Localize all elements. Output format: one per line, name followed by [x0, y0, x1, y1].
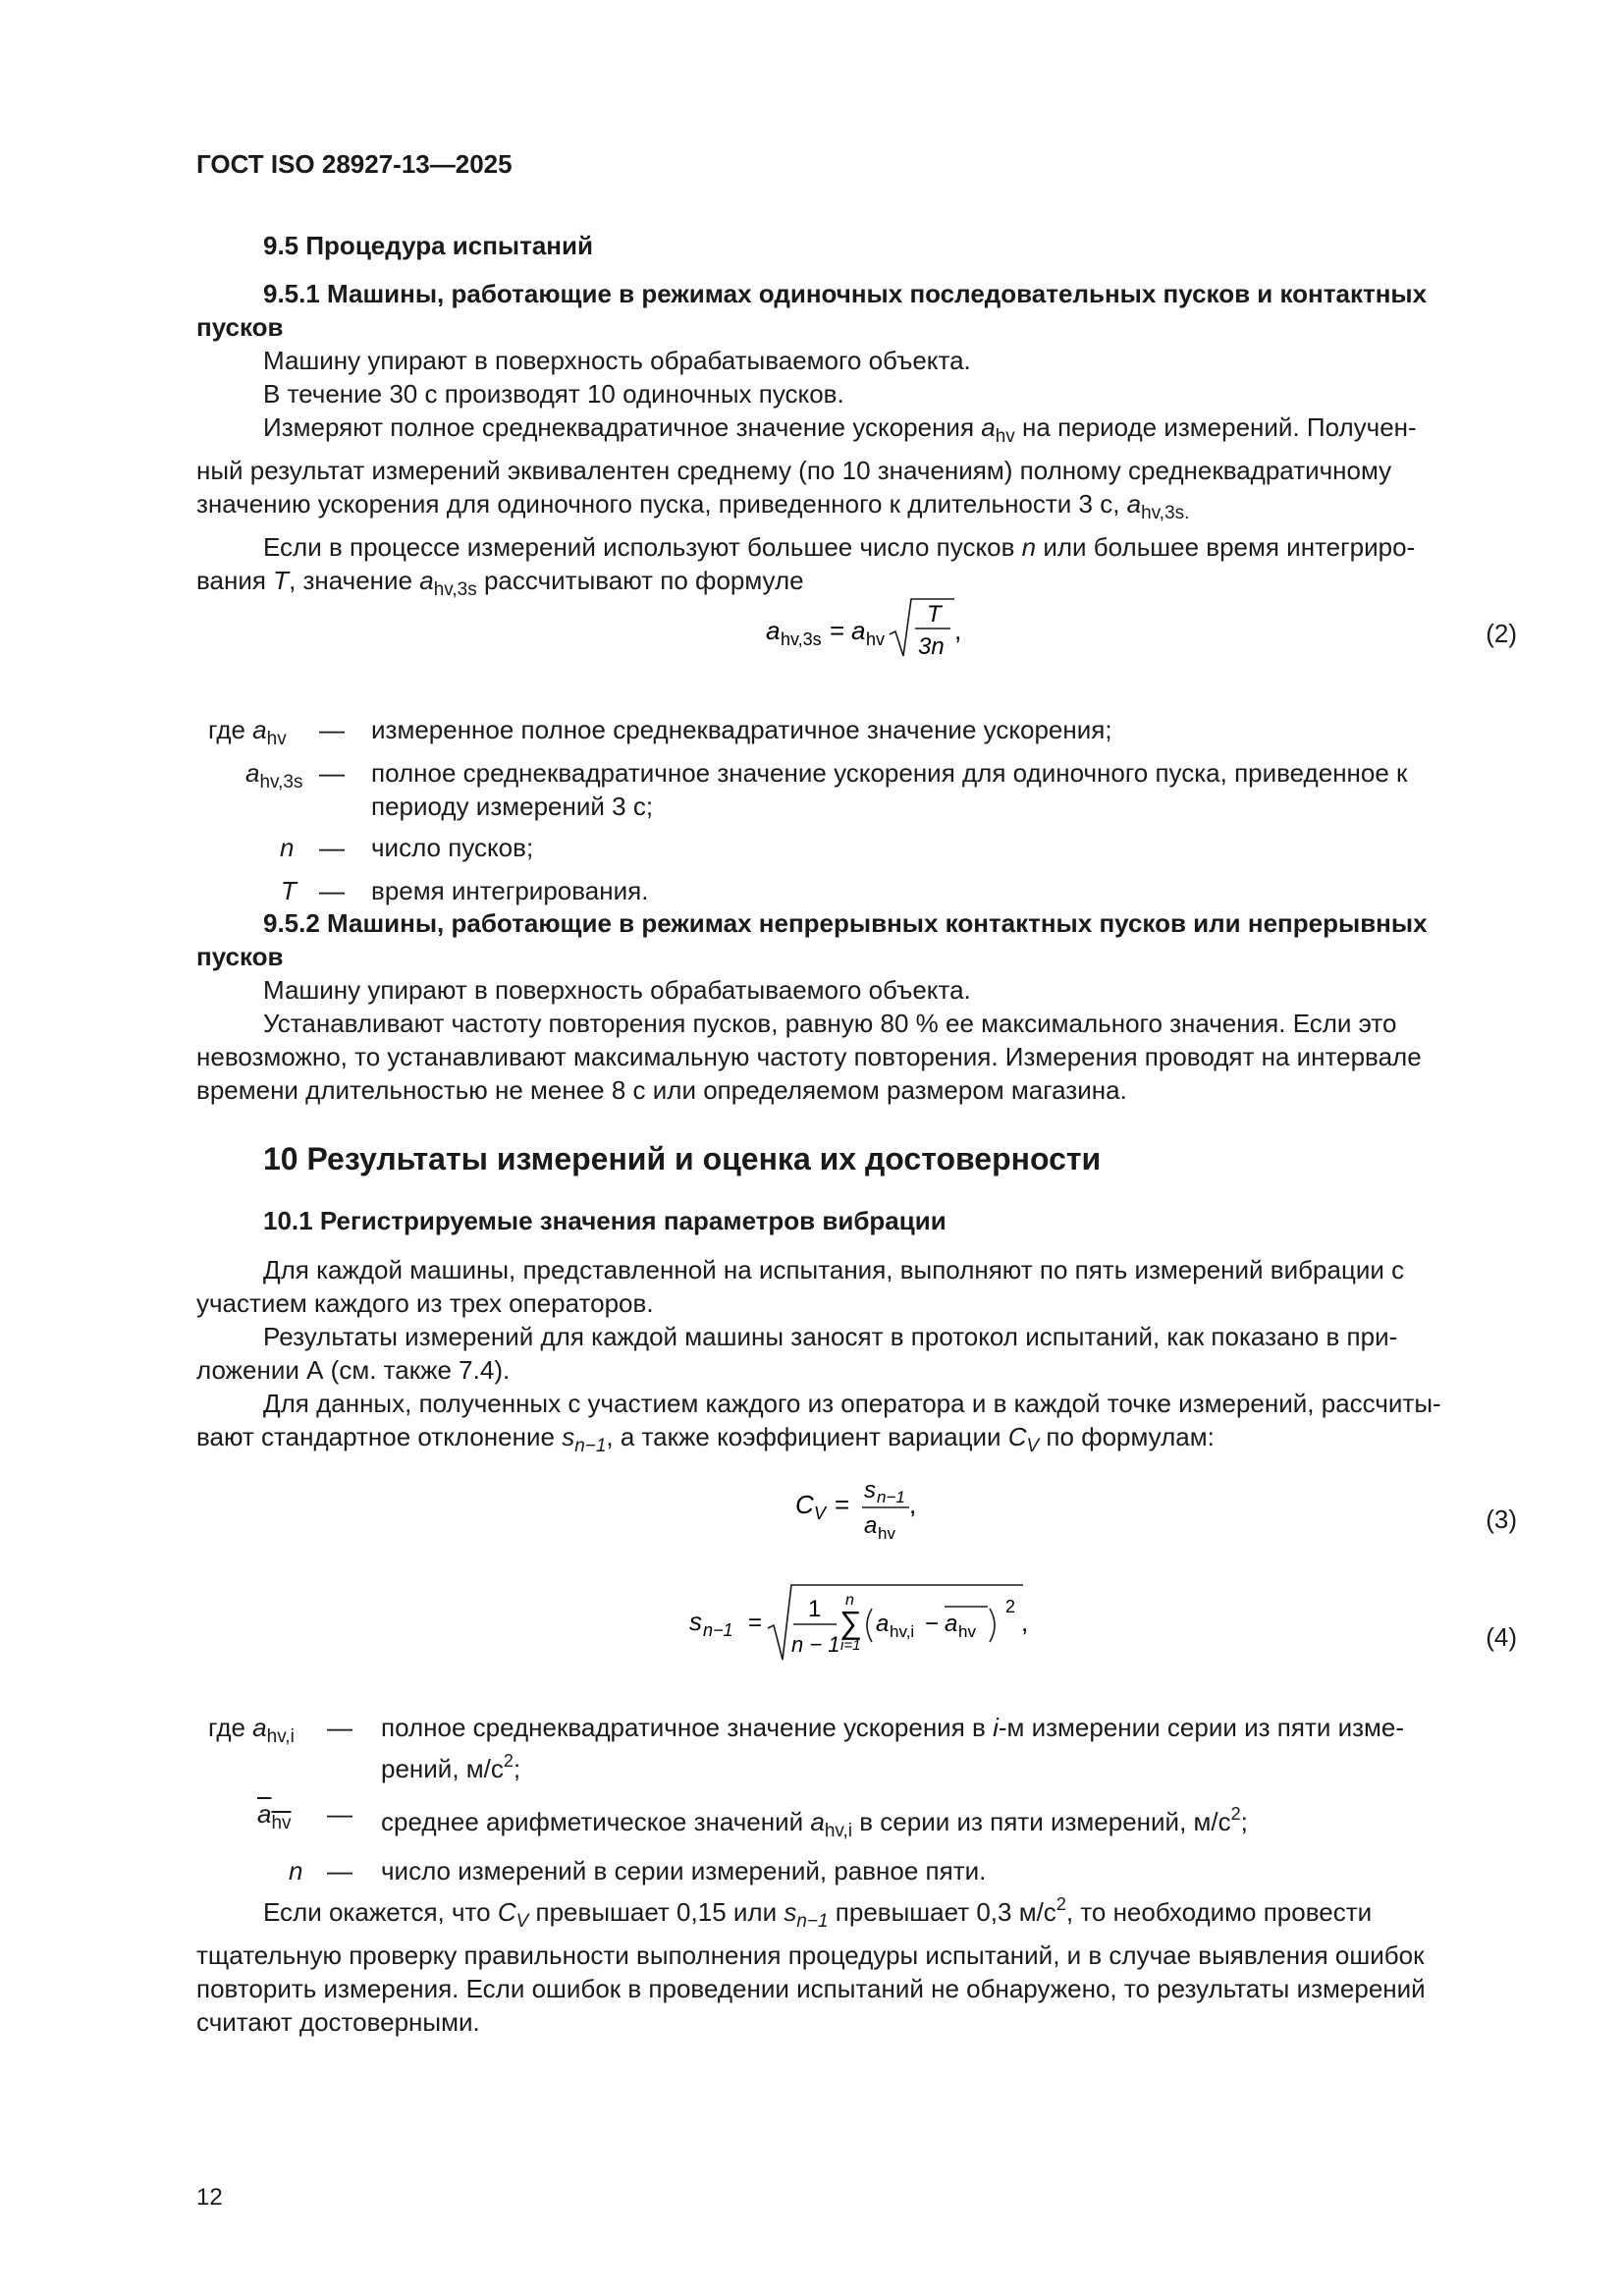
where-dash: — — [319, 715, 345, 744]
paragraph: Если в процессе измерений используют большее число пусков n или большее время интегриро- — [263, 532, 1416, 562]
equation-number-3: (3) — [1486, 1504, 1517, 1534]
svg-text:,: , — [1021, 1608, 1029, 1637]
where2-item-1-symbol: где $a_{hv,i}$ — [208, 1713, 295, 1747]
svg-text:=: = — [830, 616, 845, 645]
paragraph-line: тщательную проверку правильности выполнения процедуры испытаний, и в случае выявления ошибок — [196, 1941, 1425, 1970]
where-dash: — — [327, 1713, 352, 1742]
svg-text:1: 1 — [808, 1596, 822, 1622]
section-9-5-1-title: 9.5.1 Машины, работающие в режимах одиночных последовательных пусков и контактных — [263, 279, 1428, 308]
conclusion-paragraph — [196, 1887, 1517, 2039]
paragraph-line: считают достоверными. — [196, 2007, 480, 2037]
svg-text:V: V — [814, 1503, 827, 1523]
svg-text:T: T — [927, 601, 942, 628]
where-item-4-symbol: T — [281, 876, 297, 905]
where-dash: — — [327, 1799, 352, 1829]
section-9-5-title: 9.5 Процедура испытаний — [263, 231, 593, 260]
svg-text:s: s — [864, 1477, 876, 1503]
svg-text:=: = — [748, 1610, 763, 1636]
svg-text:hv,i: hv,i — [890, 1622, 915, 1641]
formula-2 — [746, 587, 1001, 666]
svg-text:s: s — [689, 1607, 702, 1636]
paragraph-line: невозможно, то устанавливают максимальную частоту повторения. Измерения проводят на интервале — [196, 1042, 1422, 1071]
where2-item-1-text: полное среднеквадратичное значение ускорения в i-м измерении серии из пяти изме- рений, $м/с^2$; — [381, 1713, 1405, 1783]
svg-text:,: , — [954, 616, 962, 645]
svg-text:∑: ∑ — [839, 1605, 862, 1640]
paragraph-line: повторить измерения. Если ошибок в проведении испытаний не обнаружено, то результаты измерений — [196, 1974, 1426, 2003]
paragraph: Если окажется, что $C_V$ превышает 0,15 или $s_{n-1}$ превышает 0,3 $м/с^2$, то необходимо провести — [263, 1894, 1373, 1932]
document-header: ГОСТ ISO 28927-13—2025 — [196, 149, 513, 179]
paragraph-line: ложении А (см. также 7.4). — [196, 1355, 511, 1385]
paragraph-line: вают стандартное отклонение $s_{n-1}$, а также коэффициент вариации $C_V$ по формулам: — [196, 1422, 1215, 1456]
svg-text:n−1: n−1 — [703, 1620, 733, 1640]
where-dash: — — [319, 758, 345, 788]
svg-text:a: a — [864, 1512, 878, 1539]
section-9-5-2-title: 9.5.2 Машины, работающие в режимах непрерывных контактных пусков или непрерывных — [263, 908, 1428, 938]
where-item-4-text: время интегрирования. — [371, 876, 649, 905]
paragraph: Для каждой машины, представленной на испытания, выполняют по пять измерений вибрации с — [263, 1255, 1405, 1285]
where-item-1-symbol: где $a_{hv}$ — [208, 715, 287, 749]
where2-item-2-text: среднее арифметическое значений $a_{hv,i}$ в серии из пяти измерений, $м/с^2$; — [381, 1804, 1248, 1841]
where-item-2-text: полное среднеквадратичное значение ускорения для одиночного пуска, приведенное к периоду измерений 3 с; — [371, 758, 1408, 821]
svg-text:n: n — [845, 1592, 854, 1609]
where-item-1-text: измеренное полное среднеквадратичное значение ускорения; — [371, 715, 1112, 744]
paragraph: Результаты измерений для каждой машины заносят в протокол испытаний, как показано в при- — [263, 1322, 1398, 1351]
page-number: 12 — [196, 2184, 223, 2211]
paragraph-line: ный результат измерений эквивалентен среднему (по 10 значениям) полному среднеквадратичному — [196, 456, 1392, 485]
section-10-1-body — [196, 1253, 1517, 1463]
where-item-3-symbol: n — [280, 833, 295, 862]
section-10-title: 10 Результаты измерений и оценка их достоверности — [263, 1141, 1102, 1176]
svg-text:hv: hv — [866, 629, 886, 649]
section-9-5-2-title-cont: пусков — [196, 942, 284, 971]
where-dash: — — [319, 876, 345, 905]
paragraph: В течение 30 с производят 10 одиночных пусков. — [263, 379, 844, 409]
where2-item-3-text: число измерений в серии измерений, равное пяти. — [381, 1856, 987, 1886]
paragraph: Для данных, полученных с участием каждого из оператора и в каждой точке измерений, рассчиты- — [263, 1389, 1441, 1418]
formula-3 — [785, 1468, 982, 1547]
svg-text:hv,3s: hv,3s — [781, 629, 822, 649]
svg-text:n − 1: n − 1 — [791, 1632, 840, 1657]
equation-number-4: (4) — [1486, 1622, 1517, 1652]
svg-text:=: = — [835, 1490, 850, 1519]
paragraph: Измеряют полное среднеквадратичное значение ускорения $a_{hv}$ на периоде измерений. Получен- — [263, 412, 1417, 447]
svg-text:3n: 3n — [918, 633, 945, 660]
svg-text:n−1: n−1 — [877, 1488, 905, 1506]
where2-item-3-symbol: n — [289, 1856, 303, 1886]
svg-text:i=1: i=1 — [840, 1637, 861, 1654]
paragraph: Устанавливают частоту повторения пусков, равную 80 % ее максимального значения. Если это — [263, 1009, 1397, 1038]
svg-text:a: a — [876, 1611, 890, 1637]
paragraph-line: значению ускорения для одиночного пуска, приведенного к длительности 3 с, $a_{hv,3s.}$ — [196, 489, 1190, 523]
section-9-5-1 — [196, 277, 1517, 607]
svg-text:hv: hv — [878, 1524, 895, 1543]
formula-4 — [677, 1569, 1051, 1677]
svg-text:a: a — [945, 1611, 958, 1637]
svg-text:2: 2 — [1005, 1597, 1016, 1616]
paragraph-line: времени длительностью не менее 8 с или определяемом размером магазина. — [196, 1075, 1127, 1105]
where2-item-2-symbol: $a_{hv}$ — [257, 1799, 292, 1833]
paragraph-line: участием каждого из трех операторов. — [196, 1288, 654, 1318]
svg-text:a: a — [851, 616, 866, 645]
svg-text:a: a — [766, 616, 781, 645]
section-9-5-1-title-cont: пусков — [196, 312, 284, 342]
paragraph-line: вания T, значение $a_{hv,3s}$ рассчитывают по формуле — [196, 566, 804, 600]
svg-text:−: − — [925, 1611, 940, 1637]
paragraph: Машину упирают в поверхность обрабатываемого объекта. — [263, 346, 971, 375]
where-item-2-symbol: $a_{hv,3s}$ — [245, 758, 303, 793]
svg-text:hv: hv — [958, 1622, 976, 1641]
svg-text:,: , — [909, 1490, 917, 1519]
section-10-1-title: 10.1 Регистрируемые значения параметров вибрации — [263, 1206, 947, 1235]
where-item-3-text: число пусков; — [371, 833, 534, 862]
paragraph: Машину упирают в поверхность обрабатываемого объекта. — [263, 975, 971, 1005]
equation-number-2: (2) — [1486, 619, 1517, 648]
svg-text:C: C — [795, 1490, 814, 1519]
section-9-5-2 — [196, 906, 1517, 1107]
where-dash: — — [327, 1856, 352, 1886]
where-dash: — — [319, 833, 345, 862]
